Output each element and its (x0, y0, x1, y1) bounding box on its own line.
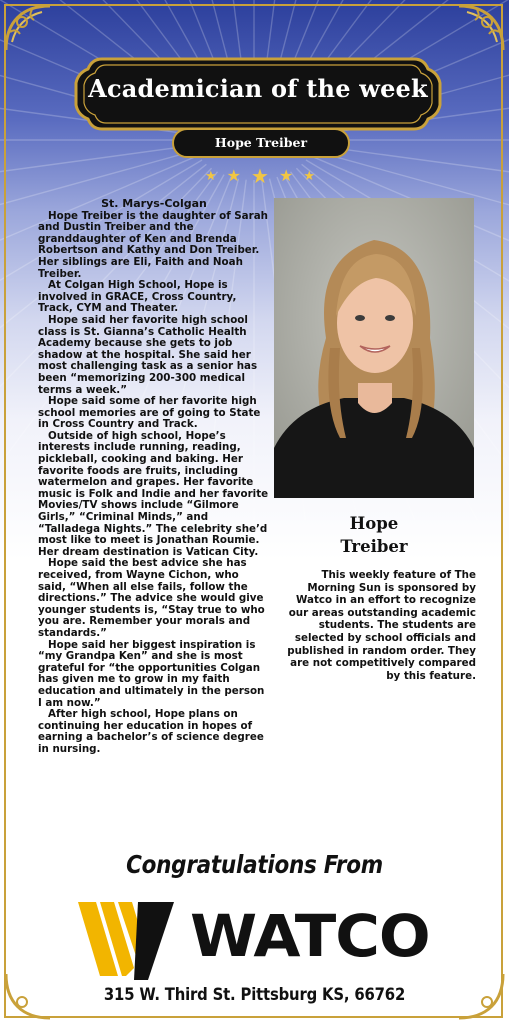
student-name-heading (274, 512, 474, 558)
article-paragraph: After high school, Hope plans on continuing her education in hopes of earning a bachelor’s of science degree in nursing. (38, 708, 264, 755)
star-rating (205, 166, 315, 186)
sponsor-note: This weekly feature of The Morning Sun is sponsored by Watco in an effort to recognize our areas outstanding academic students. The students are selected by school officials and published in random order. They are not competitively compared by this feature. (287, 569, 476, 682)
article-paragraph: Hope said the best advice she has received, from Wayne Cichon, who said, “When all else fails, follow the directions.” The advice she would give younger students is, “Stay true to who you are. Remember your morals and standards.” (38, 557, 265, 639)
article-paragraph: Hope said some of her favorite high school memories are of going to State in Cross Country and Track. (38, 395, 261, 431)
congratulations-heading: Congratulations From (126, 850, 383, 879)
corner-ornament-icon (2, 2, 54, 54)
article-paragraph: Hope said her favorite high school class is St. Gianna’s Catholic Health Academy because she gets to job shadow at the hospital. She said her most challenging task as a senior has been “memorizing 200-300 medical terms a week.” (38, 313, 258, 396)
star-icon: ★ (205, 168, 217, 184)
student-name-banner: Hope Treiber (214, 135, 308, 150)
article-body (38, 198, 270, 756)
article-paragraph: Outside of high school, Hope’s interests include running, reading, pickleball, cooking and baking. Her favorite foods are fruits, including watermelon and grapes. Her favorite music is Folk and Indie and her favorite Movies/TV shows include “Gilmore Girls,” “Criminal Minds,” and “Talladega Nights.” The celebrity she’d most like to meet is Jonathan Roumie. Her dream destination is Vatican City. (38, 429, 269, 558)
sponsor-address: 315 W. Third St. Pittsburg KS, 66762 (103, 985, 406, 1004)
student-photo (274, 198, 474, 498)
school-name: St. Marys-Colgan (101, 197, 207, 210)
star-icon: ★ (251, 164, 269, 188)
star-icon: ★ (278, 166, 294, 185)
student-first-name: Hope (349, 514, 399, 533)
star-icon: ★ (303, 168, 315, 184)
corner-ornament-icon (455, 2, 507, 54)
student-last-name: Treiber (340, 537, 408, 556)
watco-logo-text: WATCO (190, 902, 430, 970)
watco-logo-icon (78, 898, 174, 980)
article-paragraph: Hope Treiber is the daughter of Sarah and Dustin Treiber and the granddaughter of Ken and Brenda Robertson and Kathy and Don Treiber. Her siblings are Eli, Faith and Noah Treiber. (38, 209, 268, 280)
page-title: Academician of the week (88, 74, 428, 103)
article-paragraph: At Colgan High School, Hope is involved in GRACE, Cross Country, Track, CYM and Theater. (38, 279, 237, 315)
article-paragraph: Hope said her biggest inspiration is “my Grandpa Ken” and she is most grateful for “the opportunities Colgan has given me to grow in my faith education and ultimately in the person I am now.” (38, 638, 265, 709)
portrait-image (274, 198, 474, 498)
star-icon: ★ (226, 166, 242, 185)
